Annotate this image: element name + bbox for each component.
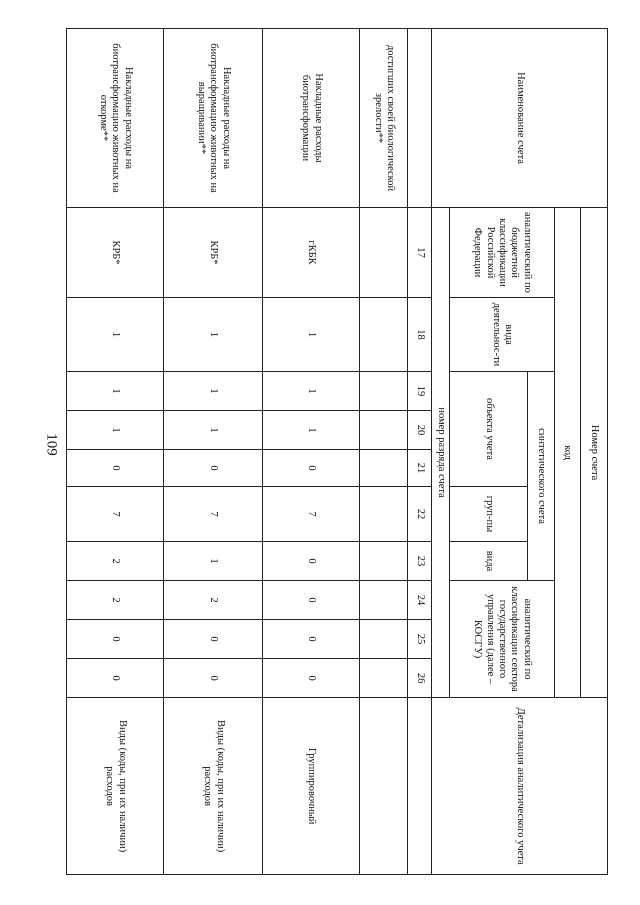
header-account-name: Наименование счета	[431, 29, 607, 208]
cell: 2	[164, 581, 263, 620]
row-name: Накладные расходы биотрансформации	[263, 29, 360, 208]
rotated-table-region	[66, 28, 608, 874]
column-number: 24	[408, 581, 432, 620]
cell: 0	[67, 620, 165, 659]
cell: 1	[67, 411, 165, 450]
row-detail: Виды (коды, при их наличии) расходов	[164, 698, 263, 875]
row-detail: Виды (коды, при их наличии) расходов	[67, 698, 165, 875]
row-detail	[360, 698, 408, 875]
rotated-table-frame	[66, 28, 608, 874]
cell	[360, 450, 408, 487]
table-row	[164, 29, 263, 875]
cell: 1	[164, 298, 263, 372]
row-detail: Группировочный	[263, 698, 360, 875]
cell: 0	[263, 581, 360, 620]
cell	[360, 581, 408, 620]
cell: 0	[263, 659, 360, 698]
cell: 1	[67, 298, 165, 372]
table-row	[67, 29, 165, 875]
header-analytic-kbk: аналитический по бюджетной классификации Российской Федерации	[450, 208, 555, 298]
column-number-empty	[408, 29, 432, 208]
cell: 1	[67, 372, 165, 411]
column-number: 19	[408, 372, 432, 411]
header-account-number: Номер счета	[580, 208, 607, 698]
cell: 1	[164, 372, 263, 411]
table-row	[263, 29, 360, 875]
column-number-empty	[408, 698, 432, 875]
cell: гКБК	[263, 208, 360, 298]
header-code: код	[554, 208, 580, 698]
cell: 0	[164, 659, 263, 698]
column-number: 18	[408, 298, 432, 372]
cell	[360, 411, 408, 450]
header-synthetic-account: синтетического счета	[528, 372, 554, 581]
cell: 0	[67, 450, 165, 487]
cell: 7	[67, 487, 165, 542]
cell	[360, 372, 408, 411]
cell: 2	[67, 581, 165, 620]
cell	[360, 620, 408, 659]
row-name: Накладные расходы на биотрансформацию животных на откорме**	[67, 29, 165, 208]
cell: 0	[263, 542, 360, 581]
table-row	[360, 29, 408, 875]
column-number: 25	[408, 620, 432, 659]
column-number: 22	[408, 487, 432, 542]
cell: КРБ*	[164, 208, 263, 298]
row-name: достигших своей биологической зрелости**	[360, 29, 408, 208]
cell: 0	[263, 450, 360, 487]
cell: 1	[164, 542, 263, 581]
cell: 0	[263, 620, 360, 659]
header-kind: вида	[450, 542, 528, 581]
cell: 0	[164, 450, 263, 487]
cell	[360, 487, 408, 542]
cell: 1	[263, 298, 360, 372]
cell: 0	[164, 620, 263, 659]
account-table	[66, 28, 608, 875]
cell: 1	[263, 411, 360, 450]
column-number: 23	[408, 542, 432, 581]
cell: 0	[67, 659, 165, 698]
cell: 2	[67, 542, 165, 581]
page-number: 109	[43, 433, 60, 456]
cell: 7	[164, 487, 263, 542]
header-digit-number: номер разряда счета	[431, 208, 449, 698]
cell	[360, 208, 408, 298]
header-detail: Детализация аналитического учета	[431, 698, 607, 875]
row-name: Накладные расходы на биотрансформацию животных на выращивании**	[164, 29, 263, 208]
cell: 1	[164, 411, 263, 450]
header-groups: груп-пы	[450, 487, 528, 542]
column-number: 21	[408, 450, 432, 487]
column-number: 26	[408, 659, 432, 698]
cell: 7	[263, 487, 360, 542]
header-accounting-object: объекта учета	[450, 372, 528, 487]
cell: 1	[263, 372, 360, 411]
header-activity-type: вида деятельнос-ти	[450, 298, 555, 372]
cell: КРБ*	[67, 208, 165, 298]
column-number: 17	[408, 208, 432, 298]
cell	[360, 659, 408, 698]
header-analytic-kosgu: аналитический по классификации сектора государственного управления (далее – КОСГУ)	[450, 581, 555, 698]
cell	[360, 298, 408, 372]
cell	[360, 542, 408, 581]
column-number: 20	[408, 411, 432, 450]
